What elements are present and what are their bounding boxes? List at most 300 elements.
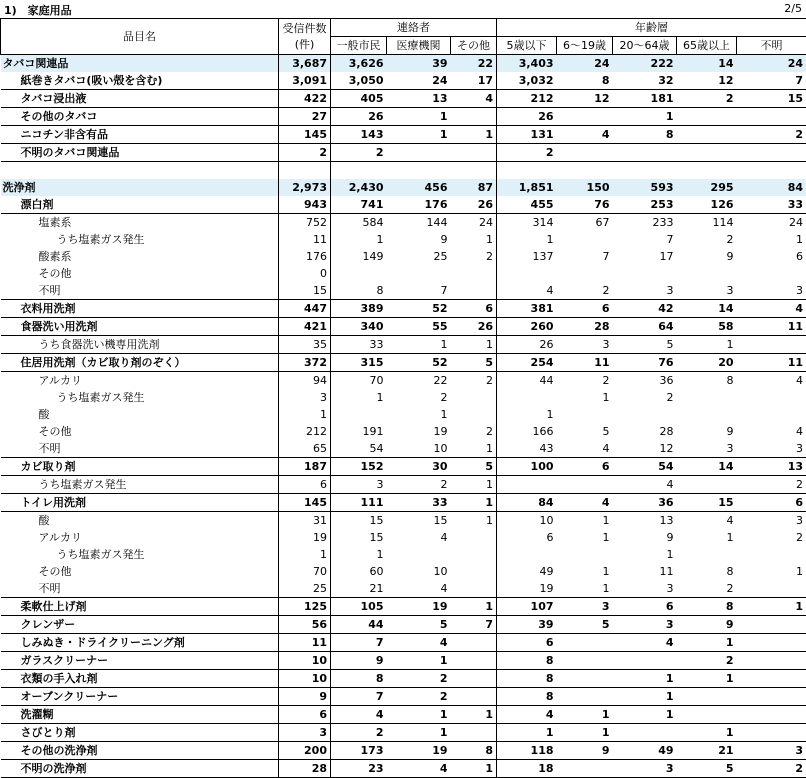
- table-row: [1, 144, 806, 162]
- cell-value: 1: [677, 529, 737, 546]
- cell-value: 741: [331, 196, 387, 214]
- cell-value: 14: [677, 300, 737, 318]
- cell-value: 36: [613, 494, 677, 512]
- cell-value: [677, 108, 737, 126]
- cell-value: 6: [613, 598, 677, 616]
- cell-value: 1: [737, 563, 806, 580]
- cell-value: 2: [557, 372, 613, 390]
- cell-value: 4: [331, 706, 387, 724]
- row-label: ガラスクリーナー: [1, 652, 279, 670]
- row-label: うち食器洗い機専用洗剤: [1, 336, 279, 354]
- cell-value: 11: [737, 318, 806, 336]
- cell-value: 7: [557, 248, 613, 265]
- cell-value: 10: [279, 652, 331, 670]
- cell-value: 8: [613, 126, 677, 144]
- cell-value: [451, 144, 497, 162]
- cell-value: [737, 652, 806, 670]
- cell-value: 149: [331, 248, 387, 265]
- cell-value: [451, 634, 497, 652]
- cell-value: 5: [451, 458, 497, 476]
- cell-value: 1: [557, 706, 613, 724]
- cell-value: 84: [737, 179, 806, 196]
- row-label: その他: [1, 423, 279, 440]
- cell-value: 125: [279, 598, 331, 616]
- header-age-unknown: 不明: [737, 37, 806, 55]
- cell-value: [557, 108, 613, 126]
- cell-value: 2: [737, 760, 806, 778]
- table-row: [1, 476, 806, 494]
- row-label: うち塩素ガス発生: [1, 546, 279, 563]
- cell-value: [677, 546, 737, 563]
- cell-value: 1: [557, 563, 613, 580]
- cell-value: 19: [279, 529, 331, 546]
- cell-value: 27: [279, 108, 331, 126]
- cell-value: 7: [331, 634, 387, 652]
- cell-value: 3: [613, 760, 677, 778]
- cell-value: 2: [387, 476, 451, 494]
- table-body: [1, 55, 806, 778]
- cell-value: 1: [613, 688, 677, 706]
- cell-value: 4: [613, 634, 677, 652]
- cell-value: 8: [677, 598, 737, 616]
- cell-value: [387, 144, 451, 162]
- cell-value: 6: [737, 494, 806, 512]
- cell-value: 70: [331, 372, 387, 390]
- cell-value: 105: [331, 598, 387, 616]
- cell-value: 1: [737, 598, 806, 616]
- cell-value: 455: [497, 196, 557, 214]
- cell-value: 25: [387, 248, 451, 265]
- table-row: [1, 512, 806, 530]
- cell-value: 30: [387, 458, 451, 476]
- cell-value: 200: [279, 742, 331, 760]
- cell-value: 421: [279, 318, 331, 336]
- cell-value: 145: [279, 126, 331, 144]
- cell-value: 14: [677, 55, 737, 73]
- cell-value: 19: [387, 423, 451, 440]
- cell-value: 8: [677, 372, 737, 390]
- poison-inquiry-table: [0, 18, 806, 778]
- cell-value: 173: [331, 742, 387, 760]
- cell-value: 5: [387, 616, 451, 634]
- cell-value: [451, 652, 497, 670]
- cell-value: 1: [451, 476, 497, 494]
- cell-value: [677, 162, 737, 180]
- cell-value: 4: [451, 90, 497, 108]
- cell-value: [677, 706, 737, 724]
- cell-value: 24: [451, 214, 497, 232]
- cell-value: [613, 724, 677, 742]
- cell-value: 19: [497, 580, 557, 598]
- table-row: [1, 108, 806, 126]
- cell-value: [497, 389, 557, 406]
- cell-value: 2: [451, 372, 497, 390]
- cell-value: 1,851: [497, 179, 557, 196]
- row-label: 塩素系: [1, 214, 279, 232]
- cell-value: 1: [557, 389, 613, 406]
- cell-value: 1: [451, 706, 497, 724]
- cell-value: [737, 265, 806, 282]
- cell-value: 10: [387, 563, 451, 580]
- cell-value: 1: [451, 440, 497, 458]
- cell-value: 3: [737, 742, 806, 760]
- cell-value: 52: [387, 300, 451, 318]
- cell-value: 100: [497, 458, 557, 476]
- cell-value: 456: [387, 179, 451, 196]
- cell-value: 5: [613, 336, 677, 354]
- cell-value: 176: [387, 196, 451, 214]
- cell-value: 9: [331, 652, 387, 670]
- row-label: 酸素系: [1, 248, 279, 265]
- cell-value: [557, 634, 613, 652]
- cell-value: 4: [497, 282, 557, 300]
- cell-value: 2: [737, 476, 806, 494]
- cell-value: 1: [387, 336, 451, 354]
- cell-value: 8: [557, 72, 613, 90]
- table-row: [1, 458, 806, 476]
- header-received-count: 受信件数 (件): [279, 19, 331, 55]
- cell-value: [451, 688, 497, 706]
- cell-value: 52: [387, 354, 451, 372]
- cell-value: 315: [331, 354, 387, 372]
- cell-value: 4: [557, 440, 613, 458]
- row-label: うち塩素ガス発生: [1, 389, 279, 406]
- cell-value: 4: [387, 760, 451, 778]
- cell-value: [737, 406, 806, 423]
- table-row: [1, 179, 806, 196]
- cell-value: 19: [387, 598, 451, 616]
- cell-value: 5: [557, 423, 613, 440]
- cell-value: 8: [497, 688, 557, 706]
- cell-value: 2: [737, 529, 806, 546]
- cell-value: 32: [613, 72, 677, 90]
- table-row: [1, 440, 806, 458]
- cell-value: 2: [387, 670, 451, 688]
- cell-value: 15: [737, 90, 806, 108]
- cell-value: [613, 144, 677, 162]
- cell-value: 60: [331, 563, 387, 580]
- cell-value: [557, 652, 613, 670]
- header-age-group: 年齢層: [497, 19, 806, 37]
- cell-value: 212: [497, 90, 557, 108]
- row-label: 漂白剤: [1, 196, 279, 214]
- cell-value: 1: [613, 670, 677, 688]
- cell-value: 1: [331, 231, 387, 248]
- cell-value: [497, 162, 557, 180]
- header-contact-medical: 医療機関: [387, 37, 451, 55]
- cell-value: 4: [557, 126, 613, 144]
- cell-value: 260: [497, 318, 557, 336]
- cell-value: 5: [451, 354, 497, 372]
- cell-value: 7: [613, 231, 677, 248]
- row-label: 柔軟仕上げ剤: [1, 598, 279, 616]
- cell-value: 44: [331, 616, 387, 634]
- cell-value: 3,050: [331, 72, 387, 90]
- cell-value: 8: [331, 282, 387, 300]
- row-label: トイレ用洗剤: [1, 494, 279, 512]
- table-row: [1, 126, 806, 144]
- cell-value: 9: [557, 742, 613, 760]
- cell-value: 7: [737, 72, 806, 90]
- cell-value: 4: [387, 529, 451, 546]
- header-item-name: 品目名: [1, 19, 279, 55]
- table-row: [1, 724, 806, 742]
- cell-value: 3,032: [497, 72, 557, 90]
- table-row: [1, 580, 806, 598]
- table-row: [1, 389, 806, 406]
- cell-value: 42: [613, 300, 677, 318]
- cell-value: 3: [737, 282, 806, 300]
- cell-value: 7: [451, 616, 497, 634]
- table-row: [1, 354, 806, 372]
- row-label: 住居用洗剤（カビ取り剤のぞく）: [1, 354, 279, 372]
- row-label: カビ取り剤: [1, 458, 279, 476]
- cell-value: 3: [677, 282, 737, 300]
- cell-value: 5: [557, 616, 613, 634]
- cell-value: 1: [613, 546, 677, 563]
- cell-value: [677, 265, 737, 282]
- cell-value: 24: [557, 55, 613, 73]
- cell-value: 2: [387, 389, 451, 406]
- cell-value: 1: [279, 546, 331, 563]
- cell-value: [451, 724, 497, 742]
- cell-value: 44: [497, 372, 557, 390]
- cell-value: 3: [737, 512, 806, 530]
- cell-value: 4: [737, 300, 806, 318]
- cell-value: 10: [279, 670, 331, 688]
- row-label: 不明: [1, 580, 279, 598]
- cell-value: 1: [497, 724, 557, 742]
- cell-value: 39: [387, 55, 451, 73]
- cell-value: 6: [451, 300, 497, 318]
- table-row: [1, 231, 806, 248]
- cell-value: [557, 760, 613, 778]
- cell-value: 340: [331, 318, 387, 336]
- cell-value: 253: [613, 196, 677, 214]
- cell-value: 28: [613, 423, 677, 440]
- table-row: [1, 336, 806, 354]
- cell-value: 58: [677, 318, 737, 336]
- cell-value: [451, 389, 497, 406]
- table-row: [1, 494, 806, 512]
- cell-value: [451, 265, 497, 282]
- table-row: [1, 598, 806, 616]
- cell-value: 6: [737, 248, 806, 265]
- cell-value: 118: [497, 742, 557, 760]
- cell-value: [451, 563, 497, 580]
- row-label: その他: [1, 265, 279, 282]
- row-label: その他のタバコ: [1, 108, 279, 126]
- table-row: [1, 72, 806, 90]
- cell-value: 2: [737, 126, 806, 144]
- cell-value: 9: [387, 231, 451, 248]
- cell-value: 447: [279, 300, 331, 318]
- cell-value: 2: [497, 144, 557, 162]
- cell-value: 8: [331, 670, 387, 688]
- cell-value: 1: [451, 512, 497, 530]
- cell-value: 1: [497, 406, 557, 423]
- cell-value: 6: [557, 300, 613, 318]
- row-label: 衣類の手入れ剤: [1, 670, 279, 688]
- cell-value: [613, 162, 677, 180]
- cell-value: 389: [331, 300, 387, 318]
- cell-value: 26: [497, 336, 557, 354]
- cell-value: 4: [557, 494, 613, 512]
- cell-value: 55: [387, 318, 451, 336]
- cell-value: 4: [497, 706, 557, 724]
- cell-value: 54: [331, 440, 387, 458]
- cell-value: 2: [677, 580, 737, 598]
- cell-value: 10: [497, 512, 557, 530]
- row-label: うち塩素ガス発生: [1, 231, 279, 248]
- cell-value: 43: [497, 440, 557, 458]
- cell-value: 2,973: [279, 179, 331, 196]
- cell-value: 3,091: [279, 72, 331, 90]
- cell-value: 3: [331, 476, 387, 494]
- cell-value: 4: [613, 476, 677, 494]
- cell-value: [557, 162, 613, 180]
- cell-value: 111: [331, 494, 387, 512]
- cell-value: 5: [677, 760, 737, 778]
- table-row: [1, 688, 806, 706]
- cell-value: 28: [279, 760, 331, 778]
- cell-value: [451, 670, 497, 688]
- cell-value: 1: [677, 336, 737, 354]
- cell-value: [677, 476, 737, 494]
- cell-value: 36: [613, 372, 677, 390]
- cell-value: 35: [279, 336, 331, 354]
- header-contact-public: 一般市民: [331, 37, 387, 55]
- cell-value: [451, 162, 497, 180]
- row-label: その他の洗浄剤: [1, 742, 279, 760]
- cell-value: 9: [677, 423, 737, 440]
- cell-value: 166: [497, 423, 557, 440]
- cell-value: 26: [497, 108, 557, 126]
- row-label: さびとり剤: [1, 724, 279, 742]
- cell-value: 10: [387, 440, 451, 458]
- table-row: [1, 282, 806, 300]
- row-label: 洗濯糊: [1, 706, 279, 724]
- cell-value: [557, 144, 613, 162]
- cell-value: 28: [557, 318, 613, 336]
- cell-value: [387, 162, 451, 180]
- cell-value: [737, 616, 806, 634]
- cell-value: 49: [497, 563, 557, 580]
- cell-value: 191: [331, 423, 387, 440]
- cell-value: 9: [279, 688, 331, 706]
- table-row: [1, 670, 806, 688]
- cell-value: 137: [497, 248, 557, 265]
- cell-value: [279, 162, 331, 180]
- row-label: しみぬき・ドライクリーニング剤: [1, 634, 279, 652]
- cell-value: 2: [331, 144, 387, 162]
- header-age-20-64: 20～64歳: [613, 37, 677, 55]
- cell-value: 3,403: [497, 55, 557, 73]
- table-row: [1, 265, 806, 282]
- table-row: [1, 406, 806, 423]
- cell-value: 145: [279, 494, 331, 512]
- cell-value: 11: [737, 354, 806, 372]
- cell-value: 114: [677, 214, 737, 232]
- cell-value: [677, 389, 737, 406]
- header-contact-group: 連絡者: [331, 19, 497, 37]
- cell-value: [331, 162, 387, 180]
- cell-value: [557, 406, 613, 423]
- cell-value: 1: [387, 108, 451, 126]
- row-label: 衣料用洗剤: [1, 300, 279, 318]
- cell-value: 3: [557, 336, 613, 354]
- cell-value: [557, 265, 613, 282]
- cell-value: 1: [451, 231, 497, 248]
- cell-value: [451, 529, 497, 546]
- cell-value: 11: [279, 231, 331, 248]
- cell-value: [557, 670, 613, 688]
- cell-value: 94: [279, 372, 331, 390]
- table-row: [1, 563, 806, 580]
- cell-value: 22: [387, 372, 451, 390]
- section-title: 1) 家庭用品: [4, 2, 72, 18]
- cell-value: 2: [677, 231, 737, 248]
- cell-value: 8: [451, 742, 497, 760]
- table-row: [1, 214, 806, 232]
- row-label: [1, 162, 279, 180]
- cell-value: 3: [613, 580, 677, 598]
- cell-value: 33: [737, 196, 806, 214]
- cell-value: 405: [331, 90, 387, 108]
- cell-value: 3,687: [279, 55, 331, 73]
- cell-value: 24: [737, 214, 806, 232]
- cell-value: 8: [497, 652, 557, 670]
- cell-value: [737, 688, 806, 706]
- cell-value: 11: [557, 354, 613, 372]
- cell-value: 11: [279, 634, 331, 652]
- cell-value: 4: [387, 580, 451, 598]
- cell-value: 14: [677, 458, 737, 476]
- row-label: 食器洗い用洗剤: [1, 318, 279, 336]
- cell-value: [677, 144, 737, 162]
- cell-value: 12: [677, 72, 737, 90]
- cell-value: 9: [677, 616, 737, 634]
- cell-value: 1: [387, 406, 451, 423]
- cell-value: 22: [451, 55, 497, 73]
- cell-value: 21: [677, 742, 737, 760]
- cell-value: 143: [331, 126, 387, 144]
- cell-value: 23: [331, 760, 387, 778]
- cell-value: 7: [387, 282, 451, 300]
- table-row: [1, 742, 806, 760]
- cell-value: 181: [613, 90, 677, 108]
- table-row: [1, 55, 806, 73]
- cell-value: [331, 265, 387, 282]
- cell-value: 17: [451, 72, 497, 90]
- cell-value: 2: [387, 688, 451, 706]
- cell-value: 6: [497, 529, 557, 546]
- cell-value: 233: [613, 214, 677, 232]
- header-age-6-19: 6～19歳: [557, 37, 613, 55]
- cell-value: 15: [387, 512, 451, 530]
- cell-value: 15: [279, 282, 331, 300]
- cell-value: [451, 282, 497, 300]
- cell-value: 4: [737, 423, 806, 440]
- table-row: [1, 546, 806, 563]
- cell-value: 107: [497, 598, 557, 616]
- cell-value: 87: [451, 179, 497, 196]
- cell-value: [737, 706, 806, 724]
- row-label: ニコチン非含有品: [1, 126, 279, 144]
- header-contact-other: その他: [451, 37, 497, 55]
- cell-value: [737, 580, 806, 598]
- cell-value: 1: [451, 494, 497, 512]
